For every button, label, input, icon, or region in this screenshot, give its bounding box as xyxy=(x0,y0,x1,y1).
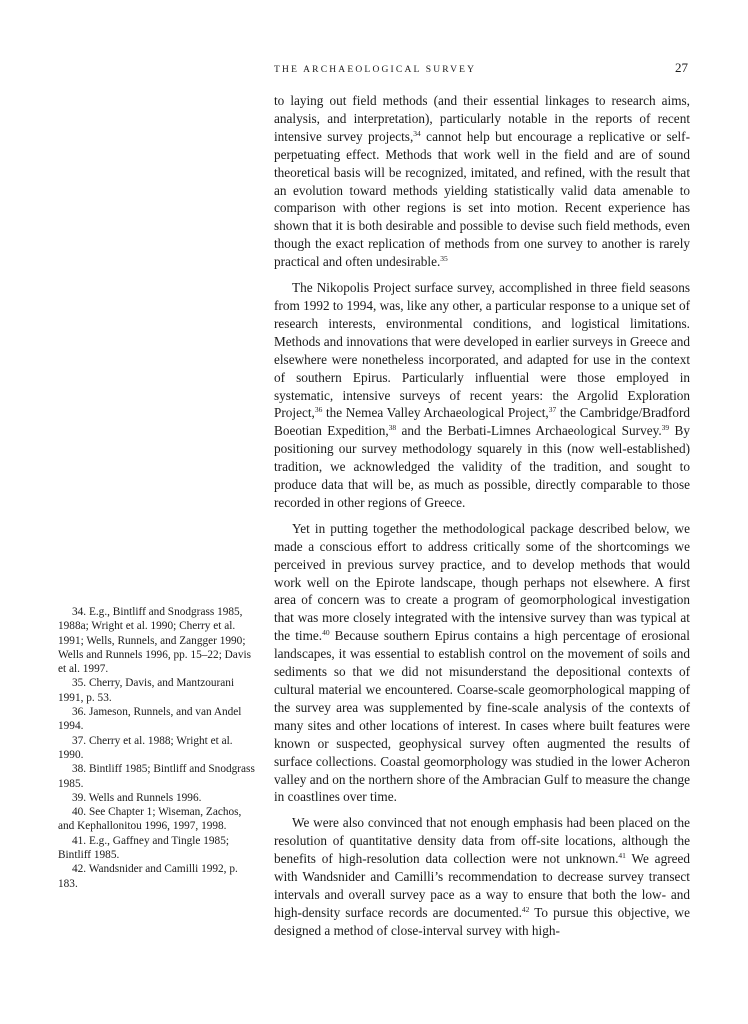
text-run: To pursue this objective, we designed a method of close-interval survey with high- xyxy=(274,904,690,938)
text-run: cannot help but encourage a replicative or self-perpetuating effect. Methods that work well in the field and are of sound theoretical basis will be recognized, imitated, and refined, with the result that an evolution toward methods yielding statistically valid data amenable to comparison with other regions is set into motion. Recent experience has shown that it is both desirable and possible to devise such field methods, even though the exact replication of methods from one survey to another is rarely practical and often undesirable. xyxy=(274,128,690,270)
body-paragraph xyxy=(274,520,690,807)
footnote: 38. Bintliff 1985; Bintliff and Snodgrass 1985. xyxy=(58,763,255,790)
text-run: the Nemea Valley Archaeological Project, xyxy=(322,405,549,421)
text-run: to laying out field methods (and their essential linkages to research aims, analysis, and interpretation), particularly notable in the reports of recent intensive survey projects, xyxy=(274,93,690,144)
body-paragraph xyxy=(274,92,690,271)
footnote: 39. Wells and Runnels 1996. xyxy=(72,791,202,804)
footnote-ref: 42 xyxy=(521,904,530,914)
body-paragraph xyxy=(274,814,690,939)
footnote: 36. Jameson, Runnels, and van Andel 1994. xyxy=(58,706,242,733)
page-number: 27 xyxy=(675,60,688,75)
text-run: Yet in putting together the methodological package described below, we made a conscious effort to address critically some of the shortcomings we perceived in previous survey practice, and to develop methods that would work well on the Epirote landscape, though perhaps not elsewhere. A first area of concern was to create a program of geomorphological investigation that was more closely integrated with the intensive survey than was typical at the time. xyxy=(274,520,690,644)
footnotes-column xyxy=(58,605,258,891)
footnote: 37. Cherry et al. 1988; Wright et al. 1990. xyxy=(58,734,233,761)
footnote-ref: 40 xyxy=(322,628,330,638)
text-run: By positioning our survey methodology squarely in this (now well-established) tradition, we acknowledged the validity of the tradition, and sought to produce data that will be, as much as possible, directly comparable to those recorded in other regions of Greece. xyxy=(274,423,691,510)
footnote: 41. E.g., Gaffney and Tingle 1985; Bintliff 1985. xyxy=(58,834,229,862)
footnote: 42. Wandsnider and Camilli 1992, p. 183. xyxy=(58,863,238,890)
footnote-ref: 38 xyxy=(388,423,397,433)
running-head: THE ARCHAEOLOGICAL SURVEY xyxy=(274,65,477,75)
main-text-column xyxy=(274,92,690,940)
footnote: 34. E.g., Bintliff and Snodgrass 1985, 1988a; Wright et al. 1990; Cherry et al. 1991; Wells, Runnels, and Zangger 1990; Wells and Runnels 1996, pp. 15–22; Davis et al. 1997. xyxy=(58,606,252,676)
footnote-ref: 36 xyxy=(314,405,323,415)
text-run: We agreed with Wandsnider and Camilli’s recommendation to decrease survey transect intervals and overall survey pace as a way to ensure that both the low- and high-density surface records are documented. xyxy=(274,851,690,920)
footnote-ref: 39 xyxy=(661,423,670,433)
footnote-ref: 35 xyxy=(440,254,448,264)
text-run: the Cambridge/Bradford Boeotian Expedition, xyxy=(274,405,690,439)
footnote-ref: 37 xyxy=(548,405,557,415)
text-run: Because southern Epirus contains a high percentage of erosional landscapes, it was essential to establish control on the movement of soils and sediments so that we did not misunderstand the depositional contexts of cultural material we encountered. Coarse-scale geomorphological mapping of the survey area was supplemented by fine-scale analysis of the contexts of many sites and other locations of interest. In cases where built features were known or suspected, geophysical survey often augmented the results of surface collections. Coastal geomorphology was studied in the lower Acheron valley and on the northern shore of the Ambracian Gulf to measure the change in coastlines over time. xyxy=(274,628,690,805)
body-paragraph xyxy=(274,279,690,512)
footnote: 40. See Chapter 1; Wiseman, Zachos, and Kephallonitou 1996, 1997, 1998. xyxy=(58,806,242,833)
footnote: 35. Cherry, Davis, and Mantzourani 1991, p. 53. xyxy=(58,677,235,704)
text-run: We were also convinced that not enough emphasis had been placed on the resolution of quantitative density data from off-site locations, although the benefits of high-resolution data collection were not unknown. xyxy=(274,815,690,867)
page-header xyxy=(274,60,688,76)
text-run: The Nikopolis Project surface survey, accomplished in three field seasons from 1992 to 1994, was, like any other, a particular response to a unique set of research interests, environmental conditions, and logistical limitations. Methods and innovations that were developed in earlier surveys in Greece and elsewhere were nonetheless incorporated, and adapted for use in the context of southern Epirus. Particularly influential were those employed in systematic, intensive surveys of recent years: the Argolid Exploration Project, xyxy=(274,280,690,421)
footnote-ref: 41 xyxy=(618,851,626,861)
footnote-ref: 34 xyxy=(413,128,421,138)
text-run: and the Berbati-Limnes Archaeological Survey. xyxy=(396,423,662,439)
